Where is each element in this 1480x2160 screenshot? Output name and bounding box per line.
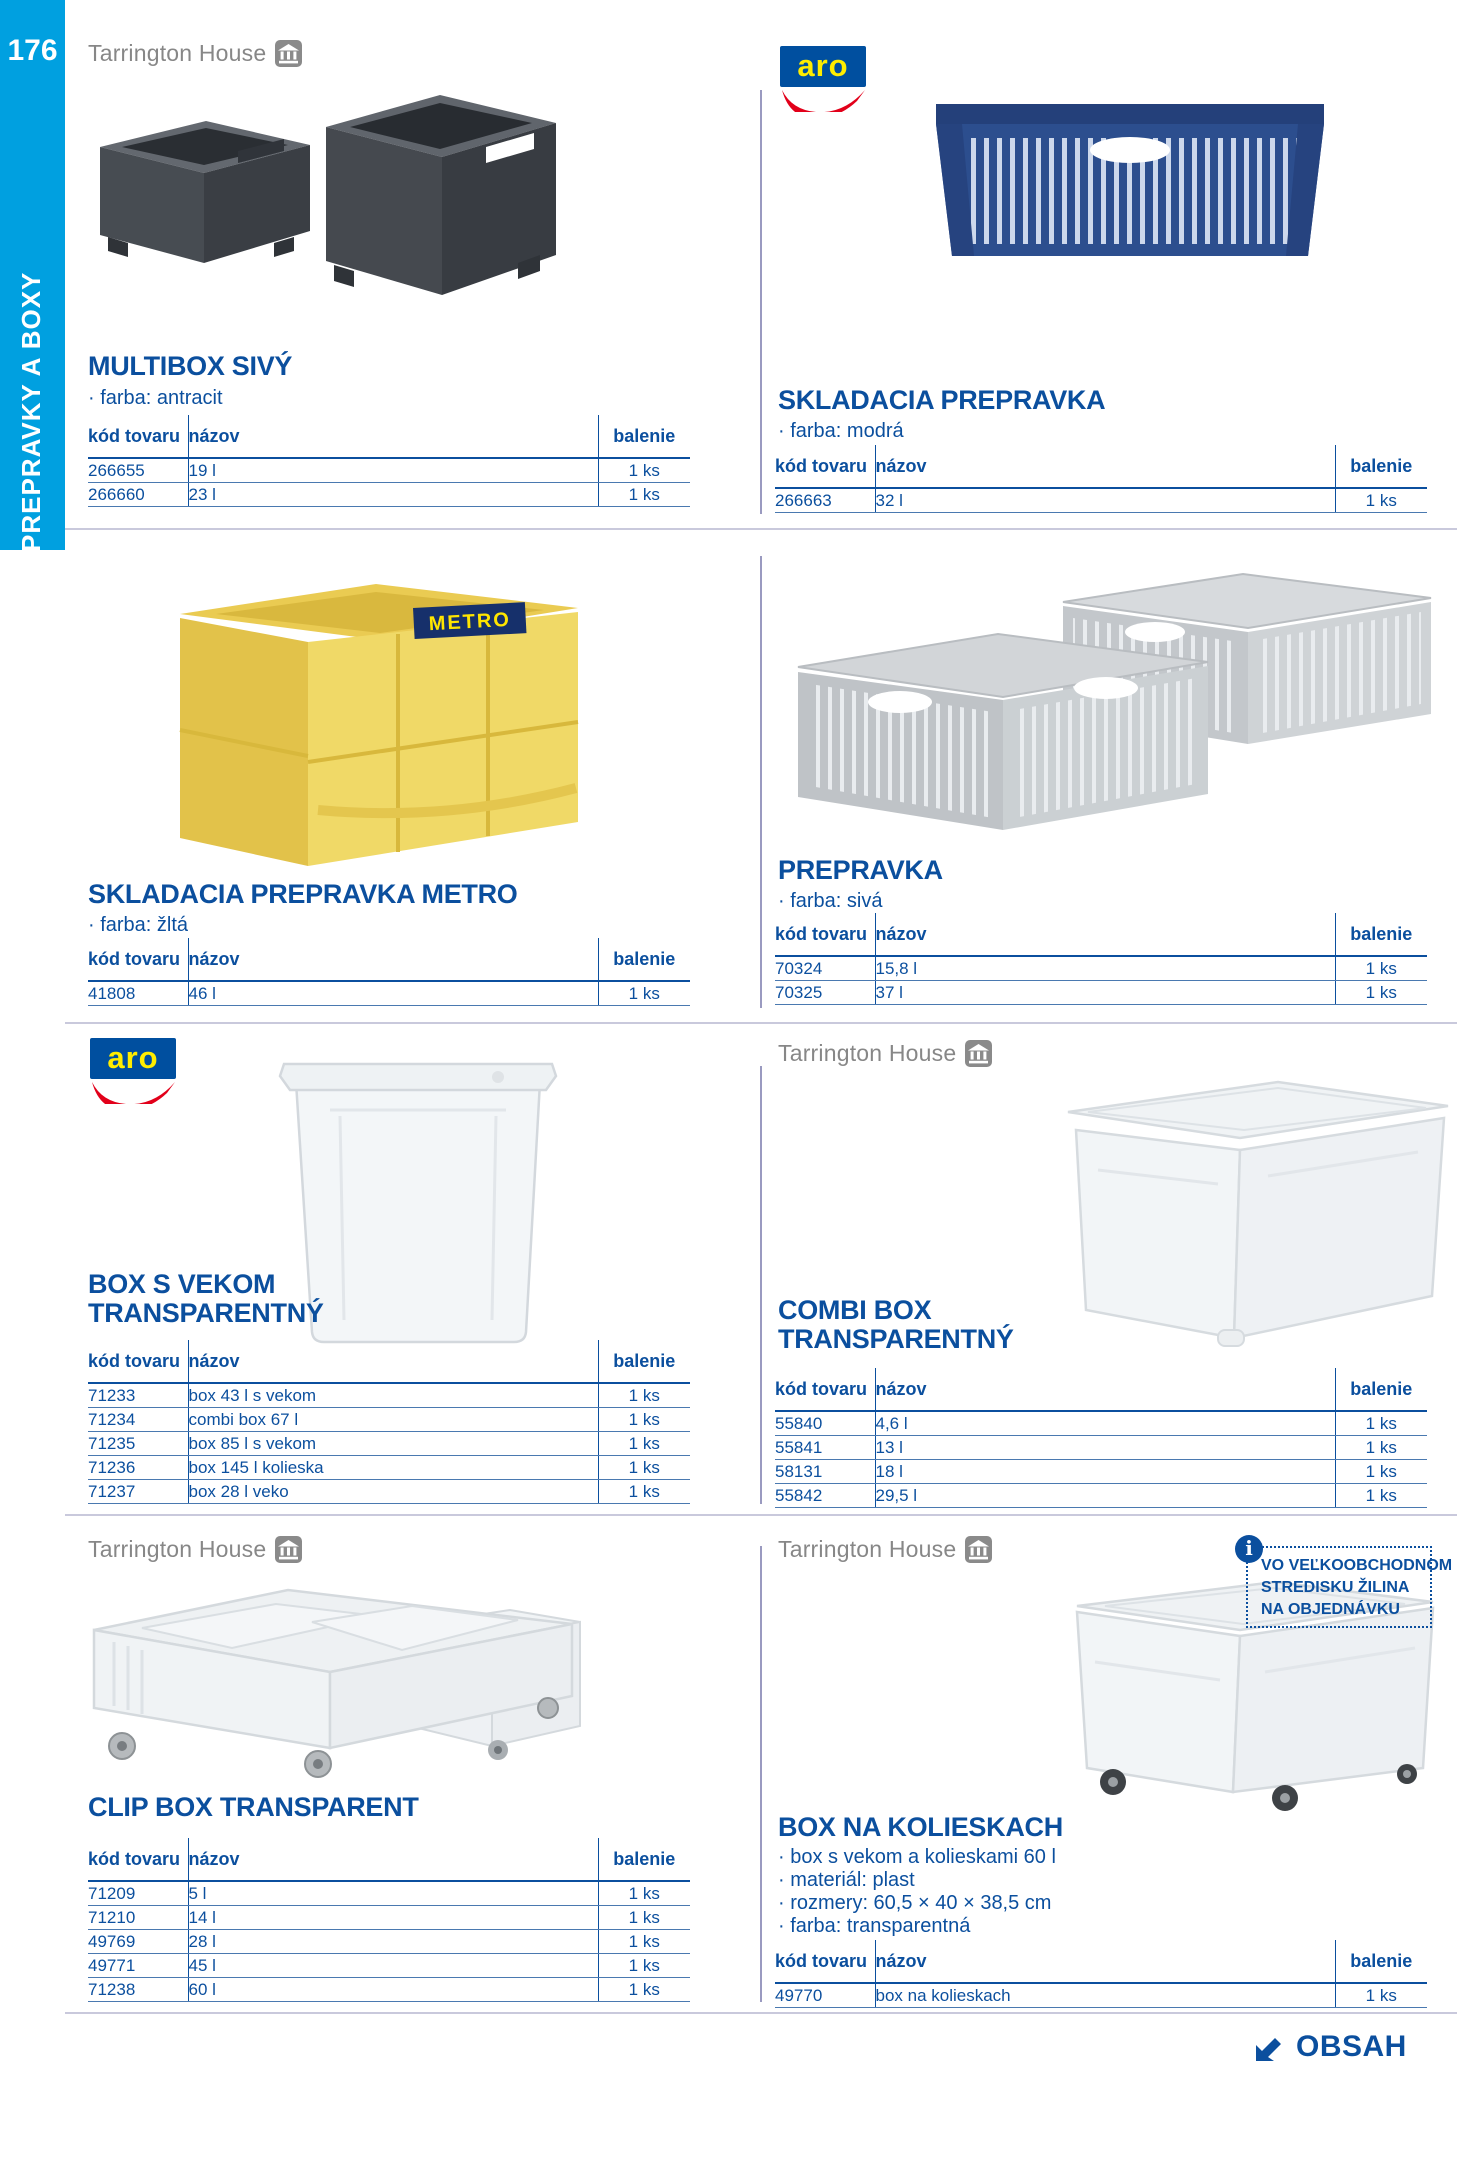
cell-pack: 1 ks bbox=[1335, 1460, 1427, 1484]
cell-name: 45 l bbox=[188, 1954, 598, 1978]
col-header-nazov: názov bbox=[875, 913, 1335, 956]
product-image-skladacia-prepravka bbox=[928, 92, 1333, 262]
cell-name: 37 l bbox=[875, 981, 1335, 1005]
cell-code: 266660 bbox=[88, 483, 188, 507]
table-row bbox=[88, 1480, 690, 1504]
cell-pack: 1 ks bbox=[598, 981, 690, 1006]
sidebar bbox=[0, 0, 65, 550]
brand-tarrington-house bbox=[88, 1536, 302, 1563]
cell-name: 15,8 l bbox=[875, 956, 1335, 981]
product-image-prepravka bbox=[788, 552, 1443, 852]
col-header-kod-tovaru: kód tovaru bbox=[775, 1368, 875, 1411]
metro-logo-text: METRO bbox=[428, 608, 512, 636]
section-title-multibox: MULTIBOX SIVÝ bbox=[88, 351, 293, 381]
product-image-skladacia-prepravka-metro bbox=[158, 570, 583, 875]
col-header-nazov: názov bbox=[875, 445, 1335, 488]
table-row bbox=[88, 1906, 690, 1930]
info-note-line: STREDISKU ŽILINA bbox=[1261, 1579, 1410, 1596]
product-table-multibox bbox=[88, 415, 690, 507]
col-header-balenie: balenie bbox=[1335, 445, 1427, 488]
info-note-line: VO VEĽKOOBCHODNOM bbox=[1261, 1557, 1453, 1574]
sidebar-category-label: PREPRAVKY A BOXY bbox=[16, 271, 46, 552]
cell-pack: 1 ks bbox=[598, 1881, 690, 1906]
cell-pack: 1 ks bbox=[1335, 956, 1427, 981]
section-title-clip-box: CLIP BOX TRANSPARENT bbox=[88, 1792, 419, 1822]
table-row bbox=[88, 458, 690, 483]
cell-pack: 1 ks bbox=[1335, 1411, 1427, 1436]
table-row bbox=[88, 1978, 690, 2002]
aro-logo-text: aro bbox=[90, 1038, 176, 1079]
info-note bbox=[1245, 1536, 1453, 1628]
brand-label: Tarrington House bbox=[778, 1536, 957, 1562]
table-row bbox=[88, 1930, 690, 1954]
vertical-divider bbox=[760, 556, 762, 1008]
cell-code: 49770 bbox=[775, 1983, 875, 2008]
col-header-nazov: názov bbox=[188, 1838, 598, 1881]
product-image-combi-box bbox=[1028, 1070, 1460, 1360]
cell-name: 13 l bbox=[875, 1436, 1335, 1460]
product-table-skladacia-prepravka bbox=[775, 445, 1427, 513]
cell-pack: 1 ks bbox=[598, 1456, 690, 1480]
table-row bbox=[88, 1432, 690, 1456]
cell-code: 71235 bbox=[88, 1432, 188, 1456]
tarrington-house-icon bbox=[275, 1536, 302, 1563]
cell-name: 28 l bbox=[188, 1930, 598, 1954]
cell-pack: 1 ks bbox=[598, 1978, 690, 2002]
product-detail-farba: · farba: modrá bbox=[778, 420, 904, 442]
table-row bbox=[775, 1484, 1427, 1508]
obsah-link[interactable] bbox=[1252, 2030, 1407, 2064]
table-row bbox=[775, 488, 1427, 513]
cell-pack: 1 ks bbox=[598, 458, 690, 483]
aro-swoosh-icon bbox=[90, 1080, 176, 1104]
cell-pack: 1 ks bbox=[598, 1930, 690, 1954]
cell-code: 71238 bbox=[88, 1978, 188, 2002]
cell-name: box na kolieskach bbox=[875, 1983, 1335, 2008]
cell-name: box 145 l kolieska bbox=[188, 1456, 598, 1480]
cell-name: 60 l bbox=[188, 1978, 598, 2002]
cell-name: 4,6 l bbox=[875, 1411, 1335, 1436]
cell-pack: 1 ks bbox=[1335, 981, 1427, 1005]
product-detail-farba: · farba: sivá bbox=[778, 890, 883, 912]
product-detail: · box s vekom a kolieskami 60 l bbox=[778, 1846, 1056, 1868]
brand-label: Tarrington House bbox=[778, 1040, 957, 1066]
cell-pack: 1 ks bbox=[1335, 1484, 1427, 1508]
product-detail-farba: · farba: antracit bbox=[88, 387, 223, 409]
col-header-kod-tovaru: kód tovaru bbox=[775, 913, 875, 956]
product-detail: · farba: transparentná bbox=[778, 1915, 971, 1937]
cell-name: 5 l bbox=[188, 1881, 598, 1906]
table-row bbox=[88, 1383, 690, 1408]
vertical-divider bbox=[760, 90, 762, 514]
col-header-balenie: balenie bbox=[598, 1340, 690, 1383]
cell-pack: 1 ks bbox=[598, 1906, 690, 1930]
brand-tarrington-house bbox=[88, 40, 302, 67]
horizontal-divider bbox=[65, 2012, 1457, 2014]
product-image-clip-box bbox=[80, 1566, 592, 1801]
cell-name: box 43 l s vekom bbox=[188, 1383, 598, 1408]
col-header-balenie: balenie bbox=[1335, 1940, 1427, 1983]
info-icon: i bbox=[1235, 1535, 1263, 1563]
cell-code: 71234 bbox=[88, 1408, 188, 1432]
table-row bbox=[88, 1881, 690, 1906]
brand-tarrington-house bbox=[778, 1536, 992, 1563]
cell-code: 55842 bbox=[775, 1484, 875, 1508]
aro-logo bbox=[780, 46, 866, 112]
cell-name: 23 l bbox=[188, 483, 598, 507]
cell-code: 49771 bbox=[88, 1954, 188, 1978]
col-header-nazov: názov bbox=[188, 1340, 598, 1383]
cell-pack: 1 ks bbox=[1335, 1983, 1427, 2008]
product-image-multibox bbox=[88, 85, 558, 350]
product-detail: · materiál: plast bbox=[778, 1869, 915, 1891]
product-table-clip-box bbox=[88, 1838, 690, 2002]
table-row bbox=[88, 483, 690, 507]
cell-pack: 1 ks bbox=[598, 483, 690, 507]
cell-name: combi box 67 l bbox=[188, 1408, 598, 1432]
aro-swoosh-icon bbox=[780, 88, 866, 112]
section-title-box-s-vekom: BOX S VEKOM TRANSPARENTNÝ bbox=[88, 1269, 324, 1328]
table-row bbox=[775, 1983, 1427, 2008]
product-table-combi-box bbox=[775, 1368, 1427, 1508]
info-note-line: NA OBJEDNÁVKU bbox=[1261, 1601, 1400, 1618]
col-header-balenie: balenie bbox=[598, 938, 690, 981]
brand-label: Tarrington House bbox=[88, 1536, 267, 1562]
cell-code: 58131 bbox=[775, 1460, 875, 1484]
cell-code: 71236 bbox=[88, 1456, 188, 1480]
col-header-balenie: balenie bbox=[1335, 1368, 1427, 1411]
brand-tarrington-house bbox=[778, 1040, 992, 1067]
section-title-box-na-kolieskach: BOX NA KOLIESKACH bbox=[778, 1812, 1063, 1842]
cell-pack: 1 ks bbox=[598, 1480, 690, 1504]
product-table-box-s-vekom bbox=[88, 1340, 690, 1504]
table-row bbox=[775, 1411, 1427, 1436]
horizontal-divider bbox=[65, 528, 1457, 530]
table-row bbox=[88, 1954, 690, 1978]
col-header-kod-tovaru: kód tovaru bbox=[775, 1940, 875, 1983]
product-table-box-na-kolieskach bbox=[775, 1940, 1427, 2008]
obsah-arrow-icon bbox=[1252, 2030, 1286, 2064]
cell-name: 46 l bbox=[188, 981, 598, 1006]
cell-name: box 28 l veko bbox=[188, 1480, 598, 1504]
cell-pack: 1 ks bbox=[598, 1954, 690, 1978]
table-row bbox=[775, 1460, 1427, 1484]
obsah-label: OBSAH bbox=[1296, 2030, 1407, 2063]
product-detail-farba: · farba: žltá bbox=[88, 914, 189, 936]
col-header-nazov: názov bbox=[875, 1940, 1335, 1983]
table-row bbox=[88, 1456, 690, 1480]
col-header-kod-tovaru: kód tovaru bbox=[88, 415, 188, 458]
table-row bbox=[775, 981, 1427, 1005]
col-header-balenie: balenie bbox=[598, 1838, 690, 1881]
col-header-balenie: balenie bbox=[598, 415, 690, 458]
col-header-nazov: názov bbox=[188, 938, 598, 981]
cell-code: 266663 bbox=[775, 488, 875, 513]
page-number: 176 bbox=[7, 34, 58, 67]
cell-code: 71237 bbox=[88, 1480, 188, 1504]
cell-name: 29,5 l bbox=[875, 1484, 1335, 1508]
tarrington-house-icon bbox=[965, 1536, 992, 1563]
cell-code: 55841 bbox=[775, 1436, 875, 1460]
col-header-kod-tovaru: kód tovaru bbox=[775, 445, 875, 488]
section-title-combi-box: COMBI BOX TRANSPARENTNÝ bbox=[778, 1295, 1014, 1354]
cell-name: 18 l bbox=[875, 1460, 1335, 1484]
col-header-kod-tovaru: kód tovaru bbox=[88, 1838, 188, 1881]
cell-pack: 1 ks bbox=[598, 1432, 690, 1456]
cell-name: 14 l bbox=[188, 1906, 598, 1930]
cell-code: 55840 bbox=[775, 1411, 875, 1436]
cell-name: box 85 l s vekom bbox=[188, 1432, 598, 1456]
table-row bbox=[88, 981, 690, 1006]
cell-code: 70324 bbox=[775, 956, 875, 981]
section-title-skladacia-metro: SKLADACIA PREPRAVKA METRO bbox=[88, 879, 518, 909]
cell-pack: 1 ks bbox=[598, 1408, 690, 1432]
product-table-skladacia-metro bbox=[88, 938, 690, 1006]
cell-code: 41808 bbox=[88, 981, 188, 1006]
cell-pack: 1 ks bbox=[1335, 1436, 1427, 1460]
product-table-prepravka bbox=[775, 913, 1427, 1005]
cell-code: 71209 bbox=[88, 1881, 188, 1906]
cell-code: 71233 bbox=[88, 1383, 188, 1408]
cell-code: 71210 bbox=[88, 1906, 188, 1930]
section-title-prepravka: PREPRAVKA bbox=[778, 855, 943, 885]
col-header-balenie: balenie bbox=[1335, 913, 1427, 956]
cell-code: 70325 bbox=[775, 981, 875, 1005]
cell-pack: 1 ks bbox=[598, 1383, 690, 1408]
section-title-skladacia-prepravka: SKLADACIA PREPRAVKA bbox=[778, 385, 1106, 415]
cell-name: 32 l bbox=[875, 488, 1335, 513]
col-header-nazov: názov bbox=[875, 1368, 1335, 1411]
col-header-kod-tovaru: kód tovaru bbox=[88, 938, 188, 981]
tarrington-house-icon bbox=[965, 1040, 992, 1067]
cell-code: 266655 bbox=[88, 458, 188, 483]
cell-pack: 1 ks bbox=[1335, 488, 1427, 513]
vertical-divider bbox=[760, 1066, 762, 1504]
table-row bbox=[775, 956, 1427, 981]
cell-code: 49769 bbox=[88, 1930, 188, 1954]
aro-logo-text: aro bbox=[780, 46, 866, 87]
table-row bbox=[775, 1436, 1427, 1460]
horizontal-divider bbox=[65, 1514, 1457, 1516]
col-header-kod-tovaru: kód tovaru bbox=[88, 1340, 188, 1383]
cell-name: 19 l bbox=[188, 458, 598, 483]
horizontal-divider bbox=[65, 1022, 1457, 1024]
tarrington-house-icon bbox=[275, 40, 302, 67]
brand-label: Tarrington House bbox=[88, 40, 267, 66]
table-row bbox=[88, 1408, 690, 1432]
col-header-nazov: názov bbox=[188, 415, 598, 458]
vertical-divider bbox=[760, 1546, 762, 2002]
aro-logo bbox=[90, 1038, 176, 1104]
product-detail: · rozmery: 60,5 × 40 × 38,5 cm bbox=[778, 1892, 1052, 1914]
